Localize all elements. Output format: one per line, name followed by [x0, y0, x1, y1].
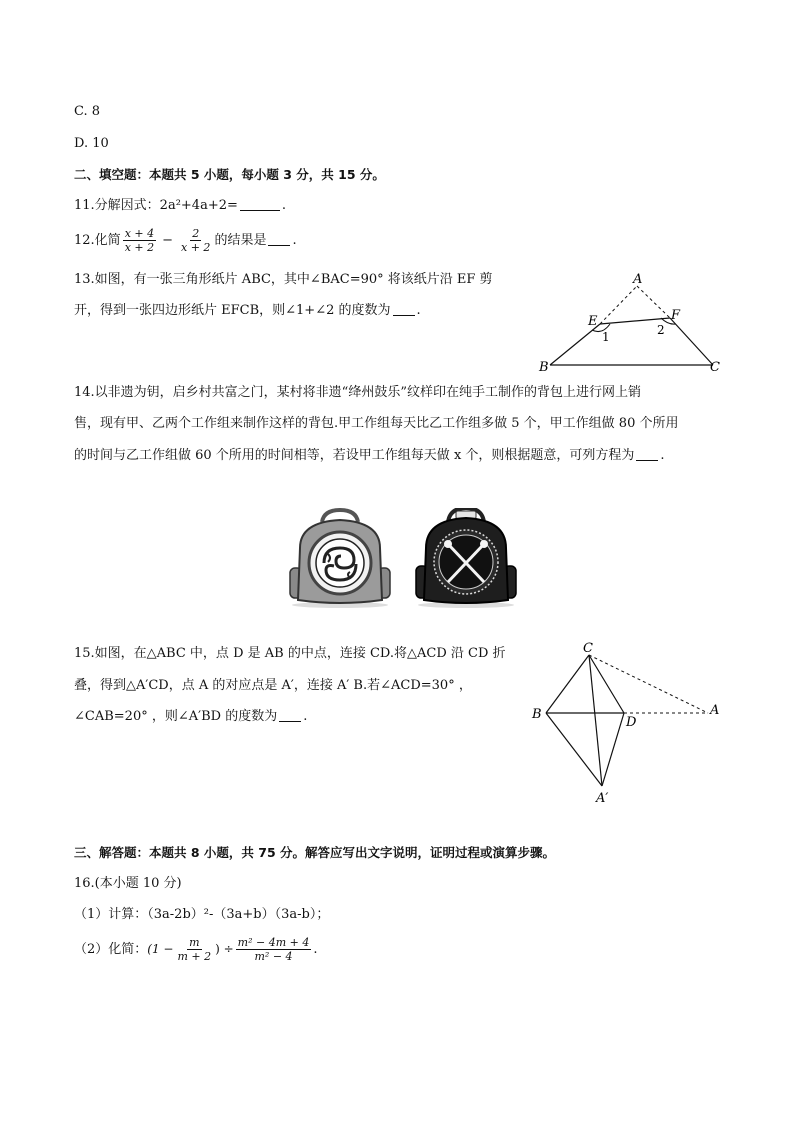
question-14-line-2: 售，现有甲、乙两个工作组来制作这样的背包.甲工作组每天比乙工作组多做 5 个，甲工作组做 80 个所用 [74, 416, 679, 431]
answer-blank[interactable] [636, 446, 658, 461]
q14-text: 的时间与乙工作组做 60 个所用的时间相等，若设甲工作组每天做 x 个，则根据题意，可列方程为 [74, 448, 635, 463]
fraction-1 [123, 227, 156, 254]
q15-end: . [303, 709, 308, 724]
option-d: D. 10 [74, 136, 109, 151]
q12-prefix: 12.化简 [74, 233, 121, 248]
question-15-line-1: 15.如图，在△ABC 中，点 D 是 AB 的中点，连接 CD.将△ACD 沿 CD 折 [74, 646, 506, 661]
dashed-segment-af [637, 286, 670, 318]
label-angle-1: 1 [602, 330, 610, 344]
segment-ca-prime [589, 655, 602, 786]
segment-bc [546, 655, 589, 713]
q12-suffix: 的结果是 [214, 233, 267, 248]
q11-end: . [281, 198, 287, 213]
fraction-denominator: m + 2 [177, 950, 212, 963]
label-c: C [710, 360, 720, 375]
fold-figure-q15 [526, 640, 730, 810]
label-f: F [671, 308, 681, 323]
question-16-part-2 [74, 933, 318, 966]
fraction-2-denominator: x + 2 [181, 241, 211, 254]
dashed-segment-ea [600, 286, 637, 324]
option-c: C. 8 [74, 104, 101, 119]
answer-blank[interactable] [268, 231, 290, 246]
label-d: D [626, 715, 637, 730]
label-a: A [710, 703, 720, 718]
section3-heading: 三、解答题：本题共 8 小题，共 75 分。解答应写出文字说明，证明过程或演算步骤。 [74, 845, 556, 860]
fraction-denominator: m² − 4 [254, 950, 293, 963]
question-14-line-1: 14.以非遗为钥，启乡村共富之门，某村将非遗“绛州鼓乐”纹样印在纯手工制作的背包上进行网上销 [74, 385, 641, 400]
segment-da-prime [602, 713, 624, 786]
label-b: B [539, 360, 549, 375]
label-e: E [588, 314, 598, 329]
question-12 [74, 226, 297, 256]
fraction-2-numerator: 2 [192, 227, 200, 240]
q15-text: ∠CAB=20° ，则∠A′BD 的度数为 [74, 709, 278, 724]
q14-end: . [660, 448, 665, 463]
question-16-title: 16.(本小题 10 分) [74, 876, 182, 891]
fraction-numerator: m [189, 936, 200, 949]
fraction-1-numerator: x + 4 [124, 227, 155, 240]
question-13-line-2 [74, 301, 421, 321]
label-b: B [532, 707, 542, 722]
question-13-line-1: 13.如图，有一张三角形纸片 ABC，其中∠BAC=90° 将该纸片沿 EF 剪 [74, 272, 493, 287]
segment-fc [670, 318, 713, 365]
label-a-prime: A′ [596, 791, 609, 806]
q16-p2-close: ) ÷ [215, 942, 234, 956]
label-angle-2: 2 [657, 323, 665, 337]
black-backpack-image [410, 508, 522, 608]
q16-p2-open: (1 − [147, 942, 174, 956]
section2-heading: 二、填空题：本题共 5 小题，每小题 3 分，共 15 分。 [74, 167, 385, 182]
fraction-2 [179, 227, 212, 254]
question-11 [74, 196, 286, 216]
gray-backpack-image [284, 508, 396, 608]
q16-p2-prefix: （2）化简： [74, 942, 148, 957]
q13-text: 开，得到一张四边形纸片 EFCB，则∠1+∠2 的度数为 [74, 303, 391, 318]
minus-sign: − [162, 233, 174, 248]
label-c: C [583, 641, 593, 656]
answer-blank[interactable] [240, 196, 280, 211]
segment-ba-prime [546, 713, 602, 786]
question-15-line-3 [74, 707, 307, 727]
q11-text: 11.分解因式：2a²+4a+2= [74, 198, 238, 213]
question-16-part-1: （1）计算：（3a-2b）²-（3a+b）（3a-b）； [74, 907, 330, 922]
answer-blank[interactable] [393, 301, 415, 316]
q13-end: . [416, 303, 421, 318]
q12-end: . [292, 233, 297, 248]
fraction-quadratic [236, 936, 312, 963]
label-a: A [633, 272, 643, 287]
fraction-numerator: m² − 4m + 4 [237, 936, 310, 949]
q16-p2-end: . [313, 942, 318, 957]
fraction-m-over-m-plus-2 [175, 936, 213, 963]
answer-blank[interactable] [279, 707, 301, 722]
question-15-line-2: 叠，得到△A′CD，点 A 的对应点是 A′，连接 A′ B.若∠ACD=30° ， [74, 678, 472, 693]
triangle-figure-q13 [530, 268, 730, 378]
fraction-1-denominator: x + 2 [124, 241, 155, 254]
question-14-line-3 [74, 446, 665, 466]
